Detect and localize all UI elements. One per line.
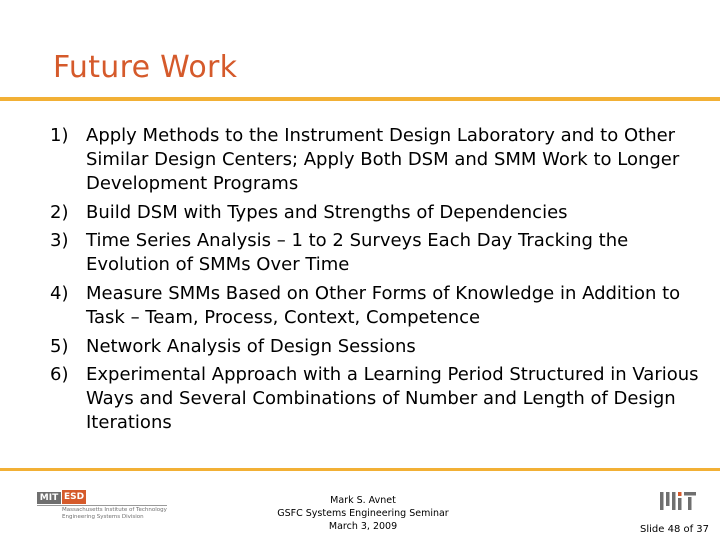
item-text: Experimental Approach with a Learning Period Structured in Various Ways and Several Combinations of Number and Length of Design Iterations: [86, 364, 699, 434]
item-number: 3): [50, 230, 69, 252]
event-name: GSFC Systems Engineering Seminar: [277, 508, 449, 519]
item-text: Network Analysis of Design Sessions: [86, 335, 416, 357]
logo-divider: [37, 505, 167, 506]
item-number: 2): [50, 201, 69, 223]
item-number: 5): [50, 335, 69, 357]
list-item: [30, 229, 710, 277]
title-divider: [0, 97, 720, 101]
logo-division-text: Engineering Systems Division: [62, 514, 144, 520]
item-number: 6): [50, 364, 69, 386]
list-item: [30, 282, 710, 330]
item-text: Time Series Analysis – 1 to 2 Surveys Each Day Tracking the Evolution of SMMs Over Time: [86, 230, 629, 276]
item-number: 4): [50, 283, 69, 305]
mit-logo-box: MIT: [37, 492, 61, 504]
item-text: Build DSM with Types and Strengths of Dependencies: [86, 201, 568, 223]
slide-title: Future Work: [53, 50, 238, 85]
logo-institute-text: Massachusetts Institute of Technology: [62, 507, 167, 513]
esd-logo-box: ESD: [63, 492, 85, 502]
future-work-list: [30, 124, 710, 440]
item-text: Measure SMMs Based on Other Forms of Knowledge in Addition to Task – Team, Process, Context, Competence: [86, 283, 681, 329]
item-text: Apply Methods to the Instrument Design Laboratory and to Other Similar Design Centers; Apply Both DSM and SMM Work to Longer Development Programs: [86, 125, 680, 194]
list-item: [30, 201, 710, 225]
presenter-name: Mark S. Avnet: [330, 495, 396, 506]
item-number: 1): [50, 125, 69, 146]
slide-number: Slide 48 of 37: [640, 524, 710, 535]
footer-divider: [0, 468, 720, 471]
list-item: [30, 335, 710, 359]
mit-esd-logo: [32, 488, 172, 528]
list-item: [30, 124, 710, 196]
list-item: [30, 363, 710, 435]
footer-info: [253, 494, 473, 533]
event-date: March 3, 2009: [328, 521, 398, 532]
mit-logo-icon: [658, 490, 698, 514]
